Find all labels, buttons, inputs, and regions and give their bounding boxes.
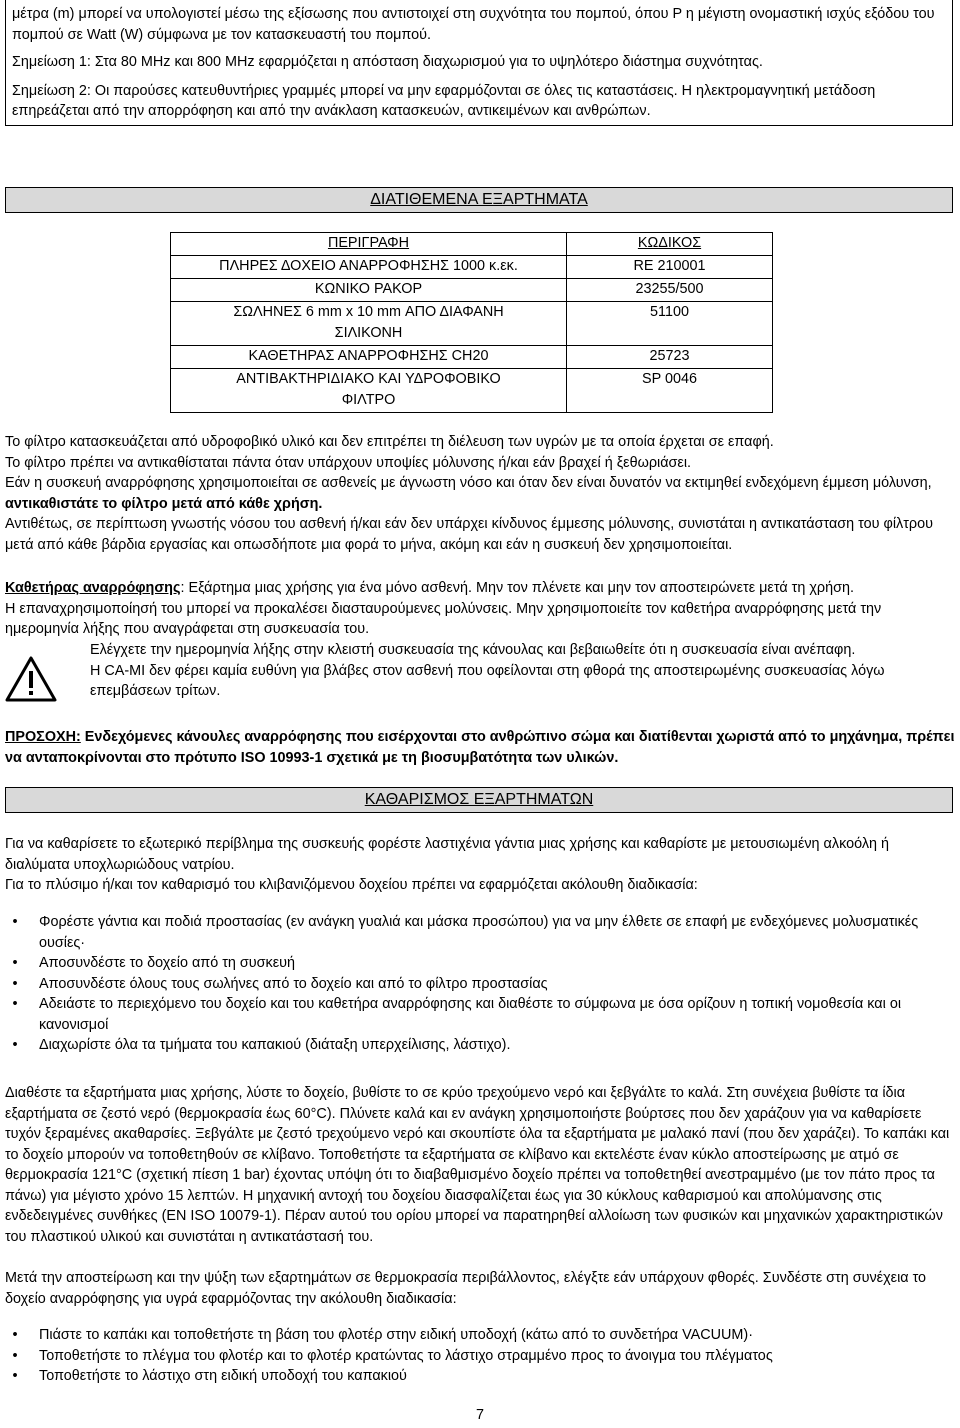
warning-text-1: Ελέγχετε την ημερομηνία λήξης στην κλειστή συσκευασία της κάνουλας και βεβαιωθείτε ότι η συσκευασία είναι ανέπαφη.	[90, 642, 856, 658]
table-row	[171, 279, 773, 302]
reassembly-steps	[5, 1325, 955, 1387]
filter-paragraph-2: Το φίλτρο πρέπει να αντικαθίσταται πάντα όταν υπάρχουν υποψίες μόλυνσης ή/και εάν βραχεί ή ξεθωριάσει.	[5, 454, 692, 471]
cleaning-paragraph-3: Διαθέστε τα εξαρτήματα μιας χρήσης, λύστε το δοχείο, βυθίστε το σε κρύο τρεχούμενο νερό και ξεβγάλτε το καλά. Στη συνέχεια βυθίστε τα ίδια εξαρτήματα σε ζεστό νερό (θερμοκρασία έως 60°C). Πλύνετε καλά και εν ανάγκη χρησιμοποιήστε βούρτσες που δεν χαράζουν για να καθαρίσετε τυχόν ξεραμένες ακαθαρσίες. Ξεβγάλτε με ζεστό τρεχούμενο νερό και σκουπίστε όλα τα εξαρτήματα με μαλακό πανί (που δεν χαράζει). Το καπάκι και το δοχείο μπορούν να τοποθετηθούν σε κλίβανο. Τοποθετήστε τα εξαρτήματα σε κλίβανο και εκτελέστε έναν κύκλο αποστείρωσης με ατμό σε θερμοκρασία 121°C (σχετική πίεση 1 bar) έχοντας υπόψη ότι το διαβαθμισμένο δοχείο πρέπει να τοποθετηθεί ανεστραμμένο (με τον πάτο προς τα πάνω) για μέγιστο χρόνο 15 λεπτών. Η μηχανική αντοχή του δοχείου διασφαλίζεται έως για 30 κύκλους καθαρισμού και απολύμανσης στις ενδεδειγμένες συνθήκες (EN ISO 10079-1). Πέραν αυτού του ορίου μπορεί να παρατηρηθεί αλλοίωση των φυσικών και μηχανικών χαρακτηριστικών του πλαστικού υλικού και συνιστάται η αντικατάστασή του.	[5, 1085, 950, 1245]
catheter-section	[5, 578, 955, 640]
list-item: • Αποσυνδέστε το δοχείο από τη συσκευή	[12, 955, 296, 971]
separation-distance-text: μέτρα (m) μπορεί να υπολογιστεί μέσω της εξίσωσης που αντιστοιχεί στη συχνότητα του πομπού, όπου P η μέγιστη ονομαστική ισχύς εξόδου του πομπού σε Watt (W) σύμφωνα με τον κατασκευαστή του πομπού.	[12, 6, 935, 43]
cleaning-paragraph-4: Μετά την αποστείρωση και την ψύξη των εξαρτημάτων σε θερμοκρασία περιβάλλοντος, ελέγξτε εάν υπάρχουν φθορές. Συνδέστε στη συνέχεια το δοχείο αναρρόφησης για υγρά εφαρμόζοντας την ακόλουθη διαδικασία:	[5, 1270, 927, 1307]
filter-paragraph-4: Αντιθέτως, σε περίπτωση γνωστής νόσου του ασθενή ή/και εάν δεν υπάρχει κίνδυνος έμμεσης μόλυνσης, συνιστάται η αντικατάσταση του φίλτρου μετά από κάθε βάρδια εργασίας και οπωσδήποτε μια φορά το μήνα, ακόμη και εάν η συσκευή δεν χρησιμοποιείται.	[5, 516, 933, 553]
filter-replace-emphasis: αντικαθιστάτε το φίλτρο μετά από κάθε χρήση.	[5, 495, 323, 512]
filter-section	[5, 432, 955, 555]
filter-paragraph-3: Εάν η συσκευή αναρρόφησης χρησιμοποιείται σε ασθενείς με άγνωστη νόσο και όταν δεν είναι δυνατόν να εκτιμηθεί ενδεχόμενη έμμεση μόλυνση, αντικαθιστάτε το φίλτρο μετά από κάθε χρήση.	[5, 475, 932, 512]
note-2: Σημείωση 2: Οι παρούσες κατευθυντήριες γραμμές μπορεί να μην εφαρμόζονται σε όλες τις καταστάσεις. Η ηλεκτρομαγνητική μετάδοση επηρεάζεται από την απορρόφηση και από την ανάκλαση κατασκευών, αντικειμένων και ανθρώπων.	[12, 82, 876, 119]
caution-label: ΠΡΟΣΟΧΗ:	[5, 729, 81, 745]
warning-icon	[5, 655, 57, 703]
caution-paragraph	[5, 727, 955, 768]
filter-paragraph-1: Το φίλτρο κατασκευάζεται από υδροφοβικό υλικό και δεν επιτρέπει τη διέλευση των υγρών με τα οποία έρχεται σε επαφή.	[5, 434, 774, 450]
catheter-paragraph-1: Καθετήρας αναρρόφησης: Εξάρτημα μιας χρήσης για ένα μόνο ασθενή. Μην τον πλένετε και μην τον αποστειρώνετε μετά τη χρήση.	[5, 580, 854, 596]
list-item: • Φορέστε γάντια και ποδιά προστασίας (εν ανάγκη γυαλιά και μάσκα προσώπου) για να μην έλθετε σε επαφή με ενδεχόμενες μολυσματικές ουσίες·	[12, 914, 919, 951]
caution-text: Ενδεχόμενες κάνουλες αναρρόφησης που εισέρχονται στο ανθρώπινο σώμα και διατίθενται χωριστά από το μηχάνημα, πρέπει να ανταποκρίνονται στο πρότυπο ISO 10993-1 σχετικά με τη βιοσυμβατότητα των υλικών.	[5, 729, 955, 766]
table-row	[171, 369, 773, 413]
note-1: Σημείωση 1: Στα 80 MHz και 800 MHz εφαρμόζεται η απόσταση διαχωρισμού για το υψηλότερο διάστημα συχνότητας.	[12, 54, 763, 70]
reassembly-intro	[5, 1268, 955, 1309]
accessories-table	[170, 232, 773, 413]
row-description: ΚΑΘΕΤΗΡΑΣ ΑΝΑΡΡΟΦΗΣΗΣ CH20	[171, 346, 567, 369]
cleaning-section	[5, 834, 955, 896]
row-code: RE 210001	[567, 256, 773, 279]
table-row	[171, 346, 773, 369]
catheter-label: Καθετήρας αναρρόφησης	[5, 580, 181, 596]
cleaning-paragraph-2: Για το πλύσιμο ή/και τον καθαρισμό του κλιβανιζόμενου δοχείου πρέπει να εφαρμόζεται ακόλουθη διαδικασία:	[5, 877, 698, 893]
row-description: ΠΛΗΡΕΣ ΔΟΧΕΙΟ ΑΝΑΡΡΟΦΗΣΗΣ 1000 κ.εκ.	[171, 256, 567, 279]
list-item: • Αδειάστε το περιεχόμενο του δοχείο και του καθετήρα αναρρόφησης και διαθέστε το σύμφωνα με όσα ορίζουν η τοπική νομοθεσία και οι κανονισμοί	[12, 996, 902, 1033]
list-item: • Τοποθετήστε το πλέγμα του φλοτέρ και το φλοτέρ κρατώντας το λάστιχο στραμμένο προς το άνοιγμα του πλέγματος	[12, 1347, 773, 1364]
warning-text-2: Η CA-MI δεν φέρει καμία ευθύνη για βλάβες στον ασθενή που οφείλονται στη φθορά της αποστειρωμένης συσκευασίας λόγω επεμβάσεων τρίτων.	[90, 662, 885, 699]
row-code: SP 0046	[567, 369, 773, 413]
list-item: • Αποσυνδέστε όλους τους σωλήνες από το δοχείο και από το φίλτρο προστασίας	[12, 975, 548, 992]
page-number: 7	[475, 1407, 484, 1423]
catheter-warnings	[90, 640, 950, 702]
header-code: ΚΩΔΙΚΟΣ	[567, 233, 773, 256]
table-row	[171, 256, 773, 279]
cleaning-procedure	[5, 1083, 955, 1247]
header-description: ΠΕΡΙΓΡΑΦΗ	[171, 233, 567, 256]
list-item: • Διαχωρίστε όλα τα τμήματα του καπακιού (διάταξη υπερχείλισης, λάστιχο).	[12, 1037, 511, 1053]
row-code: 23255/500	[567, 279, 773, 302]
cleaning-title: ΚΑΘΑΡΙΣΜΟΣ ΕΞΑΡΤΗΜΑΤΩΝ	[364, 791, 594, 808]
cleaning-heading	[5, 787, 953, 813]
row-description: ΑΝΤΙΒΑΚΤΗΡΙΔΙΑΚΟ ΚΑΙ ΥΔΡΟΦΟΒΙΚΟ ΦΙΛΤΡΟ	[171, 369, 567, 413]
cleaning-steps	[5, 912, 955, 1056]
list-item: • Τοποθετήστε το λάστιχο στη ειδική υποδοχή του καπακιού	[12, 1368, 407, 1384]
table-row	[171, 302, 773, 346]
row-code: 51100	[567, 302, 773, 346]
row-description: ΣΩΛΗΝΕΣ 6 mm x 10 mm ΑΠΟ ΔΙΑΦΑΝΗ ΣΙΛΙΚΟΝΗ	[171, 302, 567, 346]
accessories-heading	[5, 187, 953, 213]
row-description: ΚΩΝΙΚΟ ΡΑΚΟΡ	[171, 279, 567, 302]
table-header-row	[171, 233, 773, 256]
catheter-paragraph-2: Η επαναχρησιμοποίησή του μπορεί να προκαλέσει διασταυρούμενες μολύνσεις. Μην χρησιμοποιείτε τον καθετήρα αναρρόφησης μετά την ημερομηνία λήξης που αναγράφεται στη συσκευασία του.	[5, 600, 882, 637]
accessories-title: ΔΙΑΤΙΘΕΜΕΝΑ ΕΞΑΡΤΗΜΑΤΑ	[370, 191, 588, 208]
notes-box	[5, 0, 953, 126]
list-item: • Πιάστε το καπάκι και τοποθετήστε τη βάση του φλοτέρ στην ειδική υποδοχή (κάτω από το συνδετήρα VACUUM)·	[12, 1327, 753, 1343]
cleaning-paragraph-1: Για να καθαρίσετε το εξωτερικό περίβλημα της συσκευής φορέστε λαστιχένια γάντια μιας χρήσης και καθαρίστε με μετουσιωμένη αλκοόλη ή διαλύματα υποχλωριώδους νατρίου.	[5, 836, 890, 873]
row-code: 25723	[567, 346, 773, 369]
